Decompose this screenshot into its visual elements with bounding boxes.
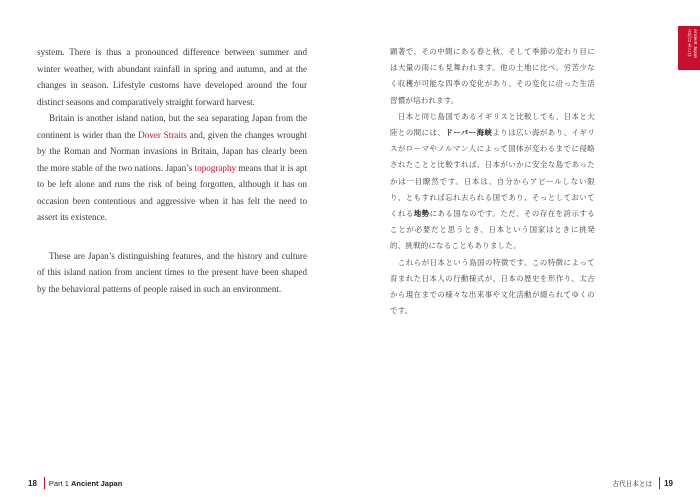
chapter-label: 古代日本とは bbox=[612, 480, 653, 488]
text-run: にある国なのです。ただ、その存在を誇示することが必要だと思うとき、日本という国家はときに挑発的、挑戦的になることもありました。 bbox=[390, 209, 595, 251]
bold-term: ドーバー海峡 bbox=[445, 128, 493, 138]
jp-paragraph-2 bbox=[390, 109, 595, 255]
page-number-right: 19 bbox=[664, 478, 673, 488]
text-run: 日本と同じ島国であるイギリスと比較しても、日本と大陸との間には、 bbox=[390, 111, 595, 138]
text-run: system. There is thus a pronounced difference between summer and winter weather, with abundant rainfall in spring and autumn, and at the changes in season. Lifestyle customs have developed around the four distinct seasons and comparatively straight forward harvest. bbox=[37, 47, 307, 107]
highlighted-term: topography bbox=[194, 162, 237, 173]
jp-paragraph-1 bbox=[390, 44, 595, 109]
right-page bbox=[350, 0, 700, 497]
text-run: これらが日本という島国の特徴です。この特徴によって育まれた日本人の行動様式が、日本の歴史を形作り、太古から現在までの様々な出来事や文化活動が綴られてゆくのです。 bbox=[390, 257, 595, 316]
footer-divider bbox=[44, 477, 45, 489]
text-run: よりは広い海があり、イギリスがローマやノルマン人によって国体が変わるまでに侵略されたことと比較すれば、日本がいかに安全な島であったかは一目瞭然です。日本は、自分からアピールしない限り、ともすれば忘れ去られる国であり、そっとしておいてくれる bbox=[390, 128, 596, 219]
side-tab-line-1: Ancient Japan bbox=[693, 29, 698, 59]
text-run: 顕著で、その中間にある春と秋、そして季節の変わり目には大量の雨にも見舞われます。他の土地に比べ、労苦少なく収穫が可能な四季の変化があり、その変化に沿った生活習慣が培われます。 bbox=[390, 47, 595, 105]
en-paragraph-1 bbox=[37, 44, 307, 110]
side-tab-text bbox=[680, 29, 698, 58]
jp-paragraph-3 bbox=[390, 255, 595, 320]
text-run: These are Japan’s distinguishing features, and the history and culture of this island nation from ancient times to the present have been shaped by the behavioral patterns of people raised in such an environment. bbox=[37, 250, 307, 294]
japanese-body-text bbox=[390, 44, 595, 319]
footer-divider-right bbox=[659, 477, 660, 489]
side-tab-line-2: 古代日本とは bbox=[687, 29, 693, 57]
page-number-left: 18 bbox=[28, 478, 37, 488]
highlighted-term: Dover Straits bbox=[138, 129, 187, 140]
section-title: Ancient Japan bbox=[71, 478, 123, 488]
text-run: Britain is another island nation, but the sea separating Japan from the continent is wider than the bbox=[37, 113, 307, 140]
part-label: Part 1 bbox=[48, 478, 69, 488]
en-paragraph-2 bbox=[37, 110, 307, 226]
chapter-side-tab bbox=[678, 26, 700, 70]
text-run: and, given the changes wrought by the Roman and Norman invasions in Britain, Japan has clearly been the more stable of the two nations. Japan’s bbox=[37, 129, 308, 173]
right-page-footer bbox=[613, 477, 673, 489]
bold-term: 地勢 bbox=[413, 209, 430, 219]
en-paragraph-3 bbox=[37, 248, 307, 298]
text-run: means that it is apt to be left alone and runs the risk of being forgotten, although it has on occasion been contentious and aggressive when it has felt the need to assert its existence. bbox=[37, 162, 307, 222]
english-body-text bbox=[37, 44, 307, 297]
left-page-footer bbox=[28, 477, 122, 489]
